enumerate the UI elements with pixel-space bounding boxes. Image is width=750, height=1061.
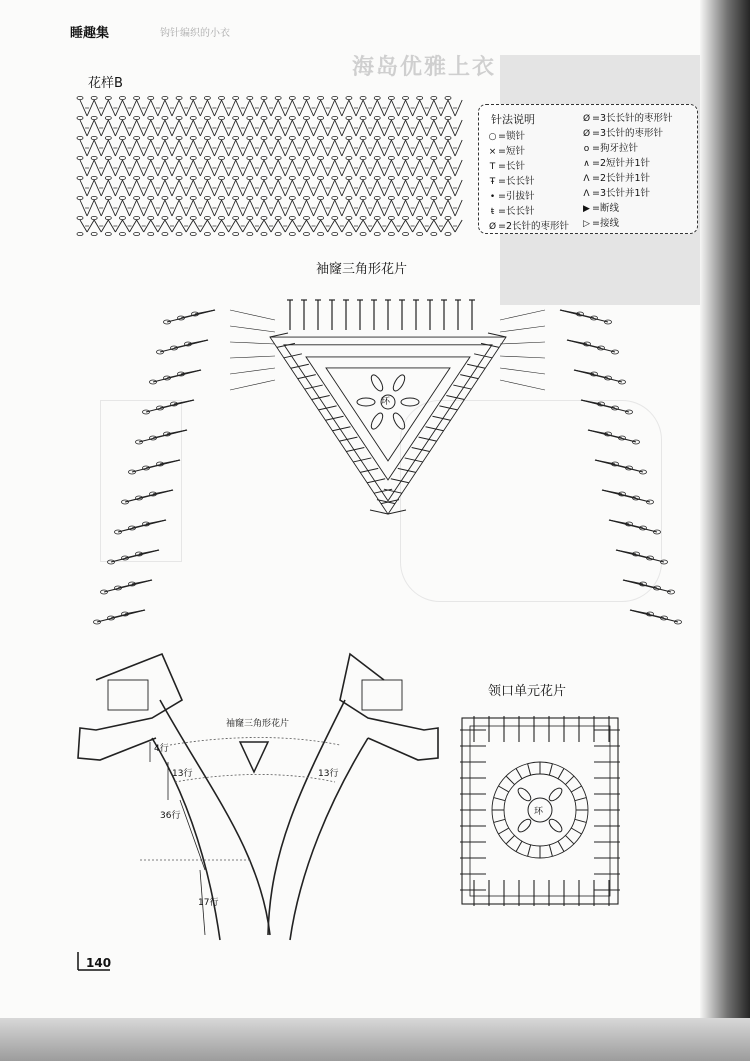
schematic-row-label: 17行 [198, 898, 219, 908]
collar-motif-title: 领口单元花片 [488, 684, 567, 699]
schematic-row-label: 13行 [172, 769, 193, 779]
legend-item: T =长针 [489, 161, 525, 172]
legend-item: × =短针 [488, 146, 525, 157]
schematic-row-label: 13行 [318, 769, 339, 779]
sleeve-motif-title: 袖窿三角形花片 [316, 262, 408, 277]
legend-item: ŧ =长长针 [490, 206, 535, 217]
legend-item: Ø =2长针的枣形针 [488, 221, 570, 232]
legend-item: ▶ =断线 [583, 203, 619, 214]
book-title: 睡趣集 [70, 26, 110, 41]
bleed-through-title: 海岛优雅上衣 [352, 55, 497, 80]
legend-item: ▷ =接线 [583, 218, 619, 229]
legend-item: ο =狗牙拉针 [583, 143, 638, 154]
sleeve-center-ring-label: 环 [381, 397, 391, 407]
legend-item: ∧ =2短针并1针 [583, 158, 651, 169]
pattern-b-label: 花样B [88, 76, 123, 91]
legend-item: Λ =3长针并1针 [583, 188, 651, 199]
legend-item: Ø =3长长针的枣形针 [582, 113, 673, 124]
legend-item: • =引拔针 [489, 191, 535, 202]
legend-item: Ø =3长针的枣形针 [582, 128, 664, 139]
legend-item: ○ =锁针 [488, 131, 525, 142]
legend-item: Ŧ =长长针 [489, 176, 535, 187]
page-number: 140 [86, 956, 112, 970]
garment-schematic [78, 654, 438, 940]
schematic-row-label: 4行 [154, 744, 169, 754]
legend-item: Λ =2长针并1针 [583, 173, 651, 184]
legend-title: 针法说明 [491, 113, 535, 126]
sleeve-triangle-motif-chart [94, 300, 682, 624]
schematic-motif-label: 袖窿三角形花片 [226, 719, 290, 729]
pattern-b-chart [77, 96, 462, 235]
book-subtitle: 钩针编织的小衣 [160, 28, 230, 39]
schematic-row-label: 36行 [160, 811, 181, 821]
collar-center-ring-label: 环 [534, 807, 544, 817]
